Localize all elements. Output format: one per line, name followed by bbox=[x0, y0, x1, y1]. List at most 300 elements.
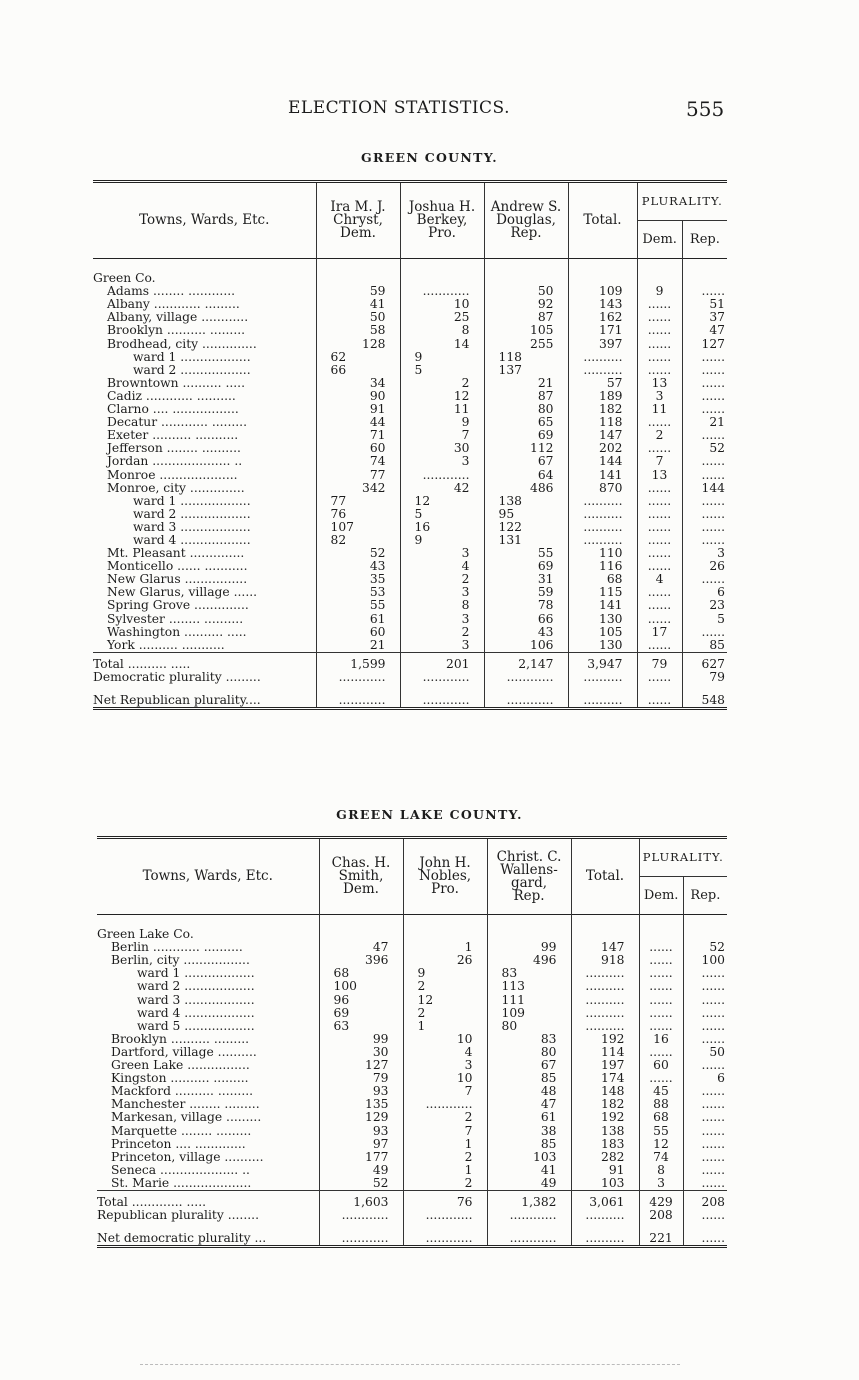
plurality-label: PLURALITY. bbox=[638, 183, 728, 221]
votes-dem: 99 bbox=[319, 1033, 403, 1046]
plurality-rep: ...... bbox=[701, 967, 725, 981]
plurality-rep: ...... bbox=[701, 429, 725, 443]
plurality-rep: ...... bbox=[701, 625, 725, 639]
table-row bbox=[93, 272, 727, 285]
votes-total: 202 bbox=[568, 442, 637, 455]
table-row bbox=[97, 1059, 727, 1072]
plurality-dem: 208 bbox=[639, 1209, 683, 1222]
row-label: Monroe .................... bbox=[93, 469, 316, 482]
votes-rep: 59 bbox=[484, 586, 568, 599]
votes-rep: 49 bbox=[487, 1177, 571, 1191]
plurality-rep: ...... bbox=[701, 1006, 725, 1020]
votes-dem: 71 bbox=[316, 429, 400, 442]
votes-dem: 97 bbox=[319, 1138, 403, 1151]
votes-rep: 67 bbox=[484, 455, 568, 468]
plurality-rep: 52 bbox=[709, 941, 725, 955]
page-number: 555 bbox=[686, 97, 725, 121]
votes-dem: ............ bbox=[316, 671, 400, 684]
row-label: Seneca .................... .. bbox=[97, 1164, 319, 1177]
plurality-rep: ...... bbox=[701, 1209, 725, 1223]
votes-rep: 105 bbox=[484, 324, 568, 337]
votes-total: 109 bbox=[568, 285, 637, 298]
table-row bbox=[93, 626, 727, 639]
table-row bbox=[93, 639, 727, 653]
plurality-rep: 21 bbox=[709, 416, 725, 430]
table-row bbox=[93, 403, 727, 416]
row-label: Clarno .... ................. bbox=[93, 403, 316, 416]
header-candidate-pro: Joshua H. Berkey, Pro. bbox=[400, 182, 484, 259]
votes-dem: ............ bbox=[319, 1209, 403, 1222]
votes-total: 143 bbox=[568, 298, 637, 311]
votes-rep: 122 bbox=[484, 521, 568, 534]
votes-total: 91 bbox=[571, 1164, 639, 1177]
plurality-rep: 100 bbox=[701, 954, 725, 968]
plurality-dem: ...... bbox=[637, 671, 682, 684]
table-row bbox=[97, 1125, 727, 1138]
row-label: ward 2 .................. bbox=[97, 980, 319, 993]
votes-total: 189 bbox=[568, 390, 637, 403]
votes-rep: 1,382 bbox=[487, 1190, 571, 1209]
votes-pro: 1 bbox=[403, 1164, 487, 1177]
plurality-rep: ...... bbox=[701, 980, 725, 994]
row-label: Manchester ........ ......... bbox=[97, 1098, 319, 1111]
votes-dem: 93 bbox=[319, 1125, 403, 1138]
votes-total: .......... bbox=[568, 508, 637, 521]
votes-rep bbox=[484, 272, 568, 285]
green-lake-county-title: GREEN LAKE COUNTY. bbox=[336, 807, 523, 822]
votes-total: 57 bbox=[568, 377, 637, 390]
votes-pro: 30 bbox=[400, 442, 484, 455]
plurality-dem: ...... bbox=[637, 586, 682, 599]
votes-pro: 4 bbox=[403, 1046, 487, 1059]
row-label: ward 1 .................. bbox=[97, 967, 319, 980]
votes-rep: 43 bbox=[484, 626, 568, 639]
votes-rep: 55 bbox=[484, 547, 568, 560]
votes-dem: 63 bbox=[319, 1020, 403, 1033]
votes-rep: 138 bbox=[484, 495, 568, 508]
votes-rep: 48 bbox=[487, 1085, 571, 1098]
plurality-dem: 3 bbox=[637, 390, 682, 403]
votes-pro: 2 bbox=[400, 573, 484, 586]
votes-pro: 3 bbox=[400, 639, 484, 653]
plurality-rep: 6 bbox=[717, 586, 725, 600]
table-row bbox=[93, 508, 727, 521]
votes-dem: 93 bbox=[319, 1085, 403, 1098]
row-label: Green Co. bbox=[93, 272, 316, 285]
votes-total: .......... bbox=[571, 1007, 639, 1020]
total-row bbox=[97, 1190, 727, 1209]
votes-pro: ............ bbox=[403, 1222, 487, 1247]
votes-dem: 43 bbox=[316, 560, 400, 573]
votes-pro bbox=[403, 928, 487, 941]
plurality-rep-label: Rep. bbox=[689, 232, 720, 247]
plurality-dem: 12 bbox=[639, 1138, 683, 1151]
header-candidate-dem: Chas. H. Smith, Dem. bbox=[319, 838, 403, 915]
plurality-rep-label: Rep. bbox=[690, 888, 721, 903]
votes-rep bbox=[487, 928, 571, 941]
votes-dem: 396 bbox=[319, 954, 403, 967]
votes-pro: 201 bbox=[400, 652, 484, 671]
plurality-dem: 74 bbox=[639, 1151, 683, 1164]
votes-rep: 131 bbox=[484, 534, 568, 547]
votes-pro: ............ bbox=[400, 671, 484, 684]
votes-rep: 111 bbox=[487, 994, 571, 1007]
votes-total: 192 bbox=[571, 1111, 639, 1124]
votes-total: 116 bbox=[568, 560, 637, 573]
plurality-dem: 221 bbox=[639, 1222, 683, 1247]
table-row bbox=[93, 377, 727, 390]
plurality-dem bbox=[639, 928, 683, 941]
votes-pro: 42 bbox=[400, 482, 484, 495]
votes-total: .......... bbox=[568, 521, 637, 534]
votes-pro: 10 bbox=[403, 1033, 487, 1046]
plurality-dem: 60 bbox=[639, 1059, 683, 1072]
votes-total: 870 bbox=[568, 482, 637, 495]
votes-pro: 2 bbox=[403, 1007, 487, 1020]
votes-total: 110 bbox=[568, 547, 637, 560]
row-label: ward 3 .................. bbox=[93, 521, 316, 534]
votes-rep: ............ bbox=[487, 1209, 571, 1222]
plurality-dem: ...... bbox=[637, 547, 682, 560]
table-row bbox=[93, 482, 727, 495]
votes-total: 171 bbox=[568, 324, 637, 337]
plurality-rep: ...... bbox=[701, 1176, 725, 1190]
header-candidate-pro: John H. Nobles, Pro. bbox=[403, 838, 487, 915]
plurality-rep: 26 bbox=[709, 560, 725, 574]
plurality-dem: 8 bbox=[639, 1164, 683, 1177]
votes-total: 3,947 bbox=[568, 652, 637, 671]
plurality-rep: ...... bbox=[701, 533, 725, 547]
plurality-dem: 13 bbox=[637, 469, 682, 482]
table-row bbox=[97, 967, 727, 980]
table-row bbox=[93, 338, 727, 351]
votes-rep: 83 bbox=[487, 967, 571, 980]
plurality-rep: ...... bbox=[701, 1137, 725, 1151]
row-label: Jefferson ........ .......... bbox=[93, 442, 316, 455]
plurality-dem: 7 bbox=[637, 455, 682, 468]
votes-dem: 68 bbox=[319, 967, 403, 980]
table-row bbox=[97, 994, 727, 1007]
votes-total: .......... bbox=[568, 495, 637, 508]
row-label: Brodhead, city .............. bbox=[93, 338, 316, 351]
plurality-rep: ...... bbox=[701, 1150, 725, 1164]
running-title: ELECTION STATISTICS. bbox=[288, 98, 510, 118]
row-label: Exeter .......... ........... bbox=[93, 429, 316, 442]
table-row bbox=[97, 1072, 727, 1085]
plurality-rep: ...... bbox=[701, 363, 725, 377]
votes-pro: 3 bbox=[400, 613, 484, 626]
plurality-dem: 11 bbox=[637, 403, 682, 416]
plurality-label: PLURALITY. bbox=[640, 839, 728, 877]
votes-pro: 16 bbox=[400, 521, 484, 534]
row-label: Berlin, city ................. bbox=[97, 954, 319, 967]
plurality-dem: ...... bbox=[637, 599, 682, 612]
table-row bbox=[97, 1164, 727, 1177]
votes-dem: 82 bbox=[316, 534, 400, 547]
plurality-dem: ...... bbox=[637, 416, 682, 429]
votes-dem: 52 bbox=[319, 1177, 403, 1191]
table-row bbox=[93, 521, 727, 534]
votes-pro: 3 bbox=[400, 547, 484, 560]
plurality-rep: ...... bbox=[701, 1111, 725, 1125]
votes-total: 162 bbox=[568, 311, 637, 324]
plurality-rep: ...... bbox=[701, 1098, 725, 1112]
plurality-rep: 47 bbox=[709, 324, 725, 338]
votes-total: 182 bbox=[568, 403, 637, 416]
plurality-rep: ...... bbox=[701, 403, 725, 417]
plurality-rep bbox=[682, 272, 727, 285]
plurality-dem: ...... bbox=[637, 298, 682, 311]
plurality-rep: 50 bbox=[709, 1045, 725, 1059]
votes-pro: ............ bbox=[403, 1098, 487, 1111]
header-towns: Towns, Wards, Etc. bbox=[93, 182, 316, 259]
plurality-dem: ...... bbox=[637, 684, 682, 709]
votes-total: 192 bbox=[571, 1033, 639, 1046]
plurality-rep: 5 bbox=[717, 612, 725, 626]
votes-total: 141 bbox=[568, 469, 637, 482]
header-candidate-rep: Andrew S. Douglas, Rep. bbox=[484, 182, 568, 259]
votes-dem: 59 bbox=[316, 285, 400, 298]
votes-pro: 9 bbox=[403, 967, 487, 980]
votes-rep: 65 bbox=[484, 416, 568, 429]
votes-pro: 4 bbox=[400, 560, 484, 573]
votes-dem: 55 bbox=[316, 599, 400, 612]
votes-pro: ............ bbox=[400, 469, 484, 482]
votes-total: 115 bbox=[568, 586, 637, 599]
table-row bbox=[93, 573, 727, 586]
row-label: Brooklyn .......... ......... bbox=[97, 1033, 319, 1046]
plurality-rep: ...... bbox=[701, 1231, 725, 1246]
votes-pro: 11 bbox=[400, 403, 484, 416]
plurality-dem: ...... bbox=[637, 482, 682, 495]
row-label: Adams ........ ............ bbox=[93, 285, 316, 298]
votes-pro bbox=[400, 272, 484, 285]
plurality-rep: 548 bbox=[701, 693, 725, 707]
votes-dem: 49 bbox=[319, 1164, 403, 1177]
votes-total: 138 bbox=[571, 1125, 639, 1138]
plurality-rep: ...... bbox=[701, 993, 725, 1007]
votes-rep: 66 bbox=[484, 613, 568, 626]
votes-dem: 60 bbox=[316, 626, 400, 639]
header-candidate-rep: Christ. C. Wallens- gard, Rep. bbox=[487, 838, 571, 915]
votes-total: 183 bbox=[571, 1138, 639, 1151]
votes-rep: 64 bbox=[484, 469, 568, 482]
row-label: Kingston .......... ......... bbox=[97, 1072, 319, 1085]
votes-dem: 77 bbox=[316, 495, 400, 508]
votes-rep: ............ bbox=[484, 684, 568, 709]
table-row bbox=[97, 1085, 727, 1098]
votes-total: 397 bbox=[568, 338, 637, 351]
votes-pro: 26 bbox=[403, 954, 487, 967]
plurality-dem: ...... bbox=[639, 994, 683, 1007]
plurality-dem: 13 bbox=[637, 377, 682, 390]
votes-dem: 135 bbox=[319, 1098, 403, 1111]
votes-rep: 496 bbox=[487, 954, 571, 967]
votes-total: 148 bbox=[571, 1085, 639, 1098]
votes-rep: 78 bbox=[484, 599, 568, 612]
plurality-rep: 37 bbox=[709, 311, 725, 325]
plurality-rep: ...... bbox=[701, 350, 725, 364]
votes-pro: 12 bbox=[400, 390, 484, 403]
votes-total: 197 bbox=[571, 1059, 639, 1072]
plurality-dem: ...... bbox=[637, 324, 682, 337]
table-row bbox=[93, 534, 727, 547]
table-row bbox=[97, 1177, 727, 1191]
row-label: Mackford .......... ......... bbox=[97, 1085, 319, 1098]
votes-dem: 66 bbox=[316, 364, 400, 377]
table-row bbox=[93, 298, 727, 311]
votes-dem: 127 bbox=[319, 1059, 403, 1072]
spacer-row bbox=[97, 915, 727, 929]
green-lake-county-table bbox=[97, 836, 727, 1248]
plurality-dem: ...... bbox=[637, 495, 682, 508]
votes-dem: 61 bbox=[316, 613, 400, 626]
votes-pro: 14 bbox=[400, 338, 484, 351]
row-label: Green Lake ................ bbox=[97, 1059, 319, 1072]
plurality-dem: ...... bbox=[637, 364, 682, 377]
votes-dem: 35 bbox=[316, 573, 400, 586]
plurality-dem: ...... bbox=[637, 338, 682, 351]
plurality-dem: ...... bbox=[637, 613, 682, 626]
votes-rep: 106 bbox=[484, 639, 568, 653]
plurality-dem: ...... bbox=[639, 1007, 683, 1020]
votes-pro: 76 bbox=[403, 1190, 487, 1209]
plurality-rep: 51 bbox=[709, 298, 725, 312]
plurality-dem: 4 bbox=[637, 573, 682, 586]
plurality-dem: 2 bbox=[637, 429, 682, 442]
row-label: ward 4 .................. bbox=[93, 534, 316, 547]
plurality-dem-label: Dem. bbox=[638, 221, 683, 258]
votes-rep: 95 bbox=[484, 508, 568, 521]
votes-dem: 76 bbox=[316, 508, 400, 521]
votes-total: .......... bbox=[571, 980, 639, 993]
votes-dem: 60 bbox=[316, 442, 400, 455]
votes-pro: 2 bbox=[400, 626, 484, 639]
votes-dem: 50 bbox=[316, 311, 400, 324]
plurality-rep: ...... bbox=[701, 455, 725, 469]
votes-pro: 2 bbox=[403, 980, 487, 993]
votes-total: .......... bbox=[568, 351, 637, 364]
plurality-rep: 23 bbox=[709, 599, 725, 613]
table-row bbox=[93, 285, 727, 298]
votes-rep: 69 bbox=[484, 429, 568, 442]
table-row bbox=[97, 1033, 727, 1046]
table-row bbox=[93, 560, 727, 573]
votes-pro: 8 bbox=[400, 599, 484, 612]
row-label: Net Republican plurality.... bbox=[93, 684, 316, 709]
row-label: Albany ............ ......... bbox=[93, 298, 316, 311]
plurality-dem: 88 bbox=[639, 1098, 683, 1111]
table-row bbox=[93, 311, 727, 324]
votes-total bbox=[568, 272, 637, 285]
table-row bbox=[93, 599, 727, 612]
net-plurality-row bbox=[93, 684, 727, 709]
plurality-rep: 79 bbox=[709, 670, 725, 684]
votes-rep: 109 bbox=[487, 1007, 571, 1020]
row-label: Dartford, village .......... bbox=[97, 1046, 319, 1059]
row-label: Brooklyn .......... ......... bbox=[93, 324, 316, 337]
plurality-dem: ...... bbox=[637, 521, 682, 534]
plurality-dem: ...... bbox=[639, 980, 683, 993]
votes-dem: 69 bbox=[319, 1007, 403, 1020]
row-label: Green Lake Co. bbox=[97, 928, 319, 941]
votes-dem: 342 bbox=[316, 482, 400, 495]
row-label: Spring Grove .............. bbox=[93, 599, 316, 612]
table-row bbox=[97, 954, 727, 967]
votes-dem: 47 bbox=[319, 941, 403, 954]
votes-total: 105 bbox=[568, 626, 637, 639]
plurality-dem-label: Dem. bbox=[640, 877, 684, 914]
votes-rep: 85 bbox=[487, 1072, 571, 1085]
votes-total: .......... bbox=[571, 967, 639, 980]
row-label: ward 2 .................. bbox=[93, 364, 316, 377]
table-row bbox=[97, 941, 727, 954]
row-label: Washington .......... ..... bbox=[93, 626, 316, 639]
votes-dem: 1,603 bbox=[319, 1190, 403, 1209]
votes-rep: 80 bbox=[484, 403, 568, 416]
spacer-row bbox=[93, 259, 727, 273]
votes-rep: 112 bbox=[484, 442, 568, 455]
plurality-rep: ...... bbox=[701, 520, 725, 534]
plurality-rep: 85 bbox=[709, 638, 725, 652]
table-row bbox=[93, 547, 727, 560]
votes-pro: 9 bbox=[400, 534, 484, 547]
plurality-row bbox=[93, 671, 727, 684]
votes-dem: 58 bbox=[316, 324, 400, 337]
plurality-rep: 127 bbox=[701, 337, 725, 351]
plurality-dem: 3 bbox=[639, 1177, 683, 1191]
plurality-dem: ...... bbox=[637, 442, 682, 455]
green-county-title: GREEN COUNTY. bbox=[361, 150, 498, 165]
votes-total: .......... bbox=[568, 364, 637, 377]
row-label: ward 4 .................. bbox=[97, 1007, 319, 1020]
plurality-rep: ...... bbox=[701, 1059, 725, 1073]
votes-dem: 79 bbox=[319, 1072, 403, 1085]
row-label: ward 5 .................. bbox=[97, 1020, 319, 1033]
votes-dem: 177 bbox=[319, 1151, 403, 1164]
row-label: York .......... ........... bbox=[93, 639, 316, 653]
table-row bbox=[93, 324, 727, 337]
votes-pro: 10 bbox=[403, 1072, 487, 1085]
votes-dem: 30 bbox=[319, 1046, 403, 1059]
votes-rep: 92 bbox=[484, 298, 568, 311]
votes-dem: 91 bbox=[316, 403, 400, 416]
votes-pro: 5 bbox=[400, 508, 484, 521]
votes-dem: 96 bbox=[319, 994, 403, 1007]
votes-rep: 103 bbox=[487, 1151, 571, 1164]
votes-total: 182 bbox=[571, 1098, 639, 1111]
votes-total: 282 bbox=[571, 1151, 639, 1164]
votes-dem bbox=[316, 272, 400, 285]
votes-pro: 7 bbox=[400, 429, 484, 442]
votes-pro: 9 bbox=[400, 351, 484, 364]
votes-pro: 7 bbox=[403, 1125, 487, 1138]
row-label: Monticello ...... ........... bbox=[93, 560, 316, 573]
plurality-dem: ...... bbox=[637, 639, 682, 653]
row-label: Monroe, city .............. bbox=[93, 482, 316, 495]
plurality-rep: ...... bbox=[701, 1163, 725, 1177]
votes-dem: 74 bbox=[316, 455, 400, 468]
votes-rep: 87 bbox=[484, 311, 568, 324]
votes-pro: 2 bbox=[403, 1177, 487, 1191]
plurality-dem: ...... bbox=[637, 351, 682, 364]
votes-rep: 2,147 bbox=[484, 652, 568, 671]
row-label: ward 2 .................. bbox=[93, 508, 316, 521]
votes-rep: 50 bbox=[484, 285, 568, 298]
footer-rule bbox=[140, 1364, 680, 1365]
plurality-dem: 79 bbox=[637, 652, 682, 671]
plurality-dem bbox=[637, 272, 682, 285]
